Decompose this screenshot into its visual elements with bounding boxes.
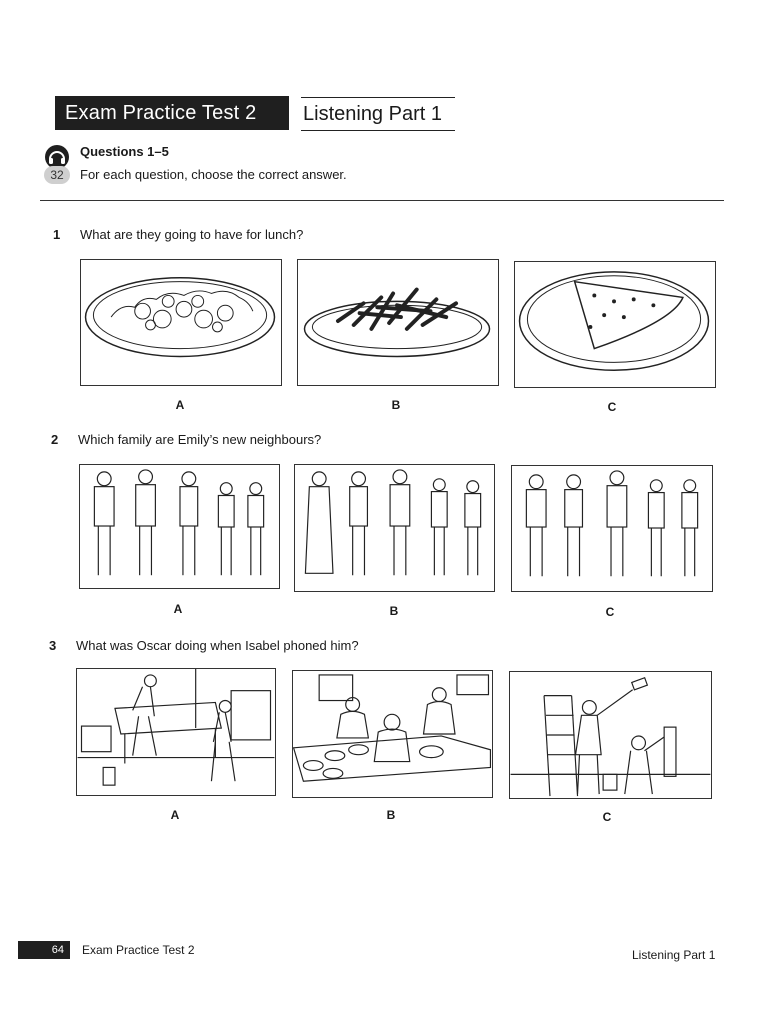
option-label-b: B — [386, 808, 396, 822]
section-heading: Questions 1–5 — [80, 144, 169, 159]
question-text: What was Oscar doing when Isabel phoned him? — [76, 638, 359, 653]
option-image-family-c[interactable] — [511, 465, 713, 592]
footer-part-title: Listening Part 1 — [632, 948, 716, 962]
question-text: What are they going to have for lunch? — [80, 227, 304, 242]
option-image-eating-dinner[interactable] — [292, 670, 493, 798]
option-label-a: A — [175, 398, 185, 412]
option-label-b: B — [391, 398, 401, 412]
option-image-painting-wall[interactable] — [509, 671, 712, 799]
section-divider — [40, 200, 724, 201]
option-label-b: B — [389, 604, 399, 618]
option-label-c: C — [605, 605, 615, 619]
page-number: 64 — [18, 941, 70, 959]
option-image-moving-table[interactable] — [76, 668, 276, 796]
option-label-c: C — [602, 810, 612, 824]
test-title: Exam Practice Test 2 — [55, 96, 289, 130]
audio-track-number: 32 — [44, 166, 70, 184]
option-label-a: A — [170, 808, 180, 822]
option-image-pizza[interactable] — [514, 261, 716, 388]
option-image-pasta[interactable] — [297, 259, 499, 386]
option-label-c: C — [607, 400, 617, 414]
section-instruction: For each question, choose the correct answer. — [80, 167, 347, 182]
question-number: 2 — [51, 432, 59, 447]
option-image-family-a[interactable] — [79, 464, 280, 589]
option-label-a: A — [173, 602, 183, 616]
option-image-family-b[interactable] — [294, 464, 495, 592]
question-text: Which family are Emily’s new neighbours? — [78, 432, 322, 447]
question-number: 3 — [49, 638, 57, 653]
option-image-salad[interactable] — [80, 259, 282, 386]
part-title: Listening Part 1 — [301, 97, 455, 131]
footer-test-title: Exam Practice Test 2 — [82, 943, 195, 957]
question-number: 1 — [53, 227, 61, 242]
